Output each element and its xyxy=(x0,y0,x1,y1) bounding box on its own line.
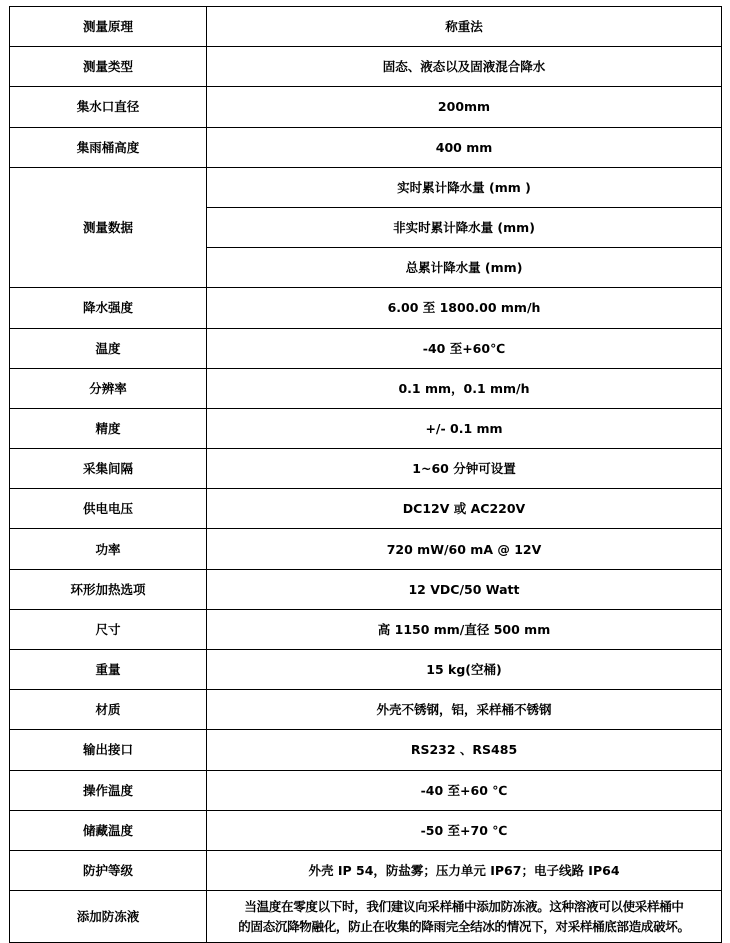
table-row xyxy=(10,891,722,943)
table-row xyxy=(10,127,722,167)
table-row xyxy=(10,650,722,690)
row-value: 6.00 至 1800.00 mm/h xyxy=(207,288,722,328)
row-value: 称重法 xyxy=(207,7,722,47)
row-value: -40 至+60℃ xyxy=(207,328,722,368)
table-row xyxy=(10,489,722,529)
row-value xyxy=(207,891,722,943)
table-row xyxy=(10,288,722,328)
row-label: 测量原理 xyxy=(10,7,207,47)
spec-table xyxy=(9,6,722,943)
row-label: 尺寸 xyxy=(10,609,207,649)
row-label: 环形加热选项 xyxy=(10,569,207,609)
row-value: -50 至+70 ℃ xyxy=(207,810,722,850)
table-row xyxy=(10,368,722,408)
table-row xyxy=(10,328,722,368)
row-value: 高 1150 mm/直径 500 mm xyxy=(207,609,722,649)
row-label: 精度 xyxy=(10,408,207,448)
table-row xyxy=(10,408,722,448)
row-label: 集水口直径 xyxy=(10,87,207,127)
row-label: 操作温度 xyxy=(10,770,207,810)
table-row xyxy=(10,529,722,569)
table-row xyxy=(10,810,722,850)
table-row xyxy=(10,167,722,207)
table-row xyxy=(10,7,722,47)
row-label: 材质 xyxy=(10,690,207,730)
table-row xyxy=(10,609,722,649)
table-row xyxy=(10,449,722,489)
row-label: 重量 xyxy=(10,650,207,690)
row-label: 添加防冻液 xyxy=(10,891,207,943)
row-value: 实时累计降水量 (mm ) xyxy=(207,167,722,207)
table-row xyxy=(10,770,722,810)
row-value: 总累计降水量 (mm) xyxy=(207,248,722,288)
row-label: 降水强度 xyxy=(10,288,207,328)
table-row xyxy=(10,47,722,87)
row-value: DC12V 或 AC220V xyxy=(207,489,722,529)
row-value: 0.1 mm，0.1 mm/h xyxy=(207,368,722,408)
table-row xyxy=(10,690,722,730)
row-value: RS232 、RS485 xyxy=(207,730,722,770)
row-value: 200mm xyxy=(207,87,722,127)
row-value: 1~60 分钟可设置 xyxy=(207,449,722,489)
row-value: +/- 0.1 mm xyxy=(207,408,722,448)
row-label: 防护等级 xyxy=(10,850,207,890)
row-label: 分辨率 xyxy=(10,368,207,408)
row-value: 400 mm xyxy=(207,127,722,167)
row-value: 非实时累计降水量 (mm) xyxy=(207,207,722,247)
row-label: 采集间隔 xyxy=(10,449,207,489)
row-value: 720 mW/60 mA @ 12V xyxy=(207,529,722,569)
value-line: 的固态沉降物融化，防止在收集的降雨完全结冰的情况下，对采样桶底部造成破坏。 xyxy=(238,918,690,934)
row-value: 固态、液态以及固液混合降水 xyxy=(207,47,722,87)
row-label: 测量数据 xyxy=(10,167,207,288)
row-label: 集雨桶高度 xyxy=(10,127,207,167)
row-label: 储藏温度 xyxy=(10,810,207,850)
row-label: 供电电压 xyxy=(10,489,207,529)
table-row xyxy=(10,850,722,890)
row-value: 12 VDC/50 Watt xyxy=(207,569,722,609)
table-row xyxy=(10,87,722,127)
row-label: 输出接口 xyxy=(10,730,207,770)
row-value: 外壳 IP 54，防盐雾；压力单元 IP67；电子线路 IP64 xyxy=(207,850,722,890)
row-label: 测量类型 xyxy=(10,47,207,87)
row-label: 功率 xyxy=(10,529,207,569)
table-row xyxy=(10,730,722,770)
row-value: -40 至+60 ℃ xyxy=(207,770,722,810)
row-value: 15 kg(空桶) xyxy=(207,650,722,690)
value-line: 当温度在零度以下时，我们建议向采样桶中添加防冻液。这种溶液可以使采样桶中 xyxy=(244,898,684,914)
row-label: 温度 xyxy=(10,328,207,368)
table-row xyxy=(10,569,722,609)
row-value: 外壳不锈钢，铝，采样桶不锈钢 xyxy=(207,690,722,730)
